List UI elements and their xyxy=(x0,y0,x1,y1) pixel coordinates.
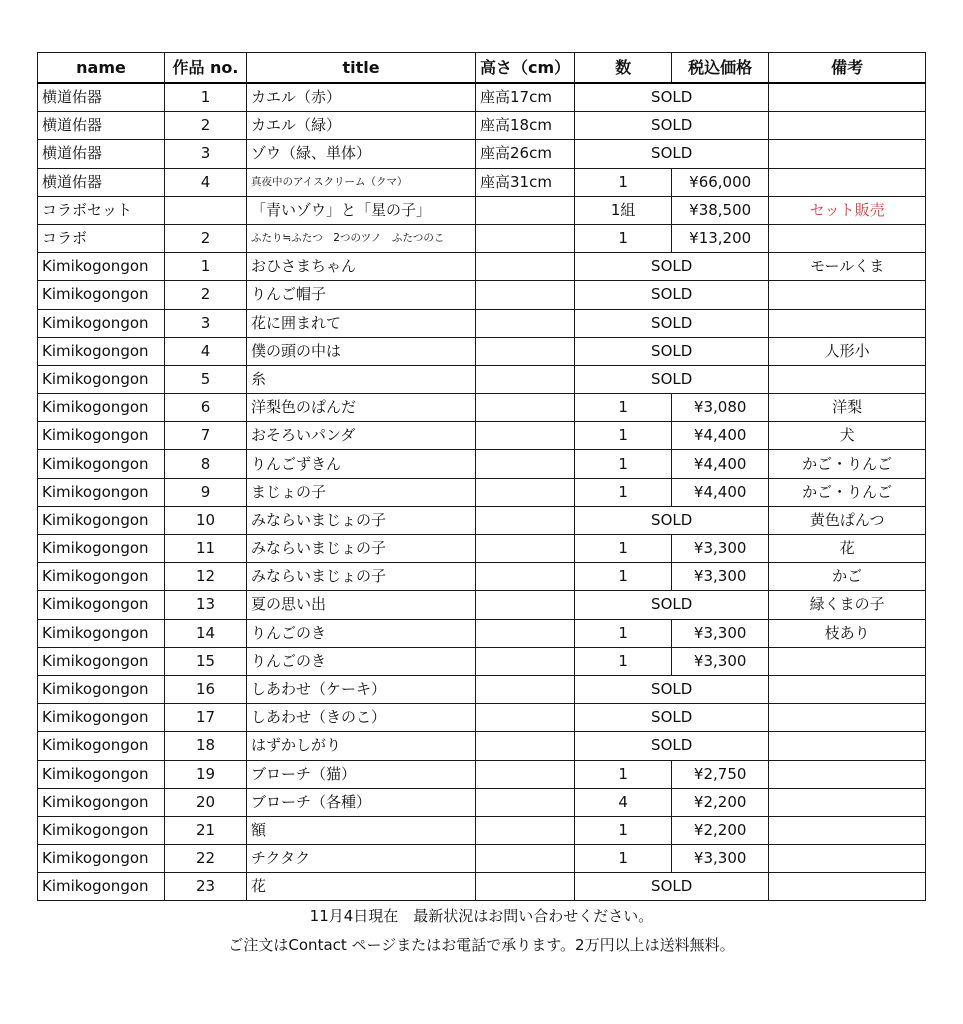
cell-artist-name: 横道佑器 xyxy=(38,112,165,140)
cell-notes: 犬 xyxy=(769,422,926,450)
cell-work-no: 3 xyxy=(165,309,247,337)
cell-title: 夏の思い出 xyxy=(247,591,476,619)
cell-notes: かご・りんご xyxy=(769,450,926,478)
footer-status-note: 11月4日現在 最新状況はお問い合わせください。 xyxy=(309,907,654,925)
cell-notes xyxy=(769,112,926,140)
cell-quantity: 1 xyxy=(575,563,672,591)
cell-title: おそろいパンダ xyxy=(247,422,476,450)
cell-title: みならいまじょの子 xyxy=(247,506,476,534)
cell-title: りんごずきん xyxy=(247,450,476,478)
price-list-table xyxy=(37,52,926,901)
cell-work-no: 3 xyxy=(165,140,247,168)
cell-quantity: 1 xyxy=(575,224,672,252)
footer-order-note: ご注文はContact ページまたはお電話で承ります。2万円以上は送料無料。 xyxy=(228,936,735,954)
cell-quantity: 1 xyxy=(575,478,672,506)
cell-price: ¥3,300 xyxy=(672,563,769,591)
cell-artist-name: Kimikogongon xyxy=(38,591,165,619)
cell-work-no: 9 xyxy=(165,478,247,506)
cell-quantity: 1 xyxy=(575,422,672,450)
header-work-no: 作品 no. xyxy=(165,53,247,84)
cell-notes xyxy=(769,675,926,703)
table-row xyxy=(38,535,926,563)
cell-height xyxy=(476,675,575,703)
table-row xyxy=(38,845,926,873)
cell-height xyxy=(476,816,575,844)
table-row xyxy=(38,196,926,224)
cell-work-no: 15 xyxy=(165,647,247,675)
cell-title: りんごのき xyxy=(247,619,476,647)
cell-quantity: 1 xyxy=(575,816,672,844)
cell-height: 座高18cm xyxy=(476,112,575,140)
table-row xyxy=(38,563,926,591)
cell-price: ¥3,300 xyxy=(672,647,769,675)
cell-price: ¥3,300 xyxy=(672,535,769,563)
cell-notes xyxy=(769,168,926,196)
cell-work-no: 11 xyxy=(165,535,247,563)
cell-height xyxy=(476,535,575,563)
cell-work-no: 23 xyxy=(165,873,247,901)
table-row xyxy=(38,83,926,112)
table-row xyxy=(38,704,926,732)
cell-quantity: 1組 xyxy=(575,196,672,224)
cell-quantity: 1 xyxy=(575,535,672,563)
cell-height xyxy=(476,450,575,478)
cell-artist-name: Kimikogongon xyxy=(38,845,165,873)
cell-work-no: 13 xyxy=(165,591,247,619)
cell-notes: セット販売 xyxy=(769,196,926,224)
cell-notes xyxy=(769,845,926,873)
cell-height xyxy=(476,760,575,788)
cell-title: ふたり≒ふたつ 2つのツノ ふたつのこ xyxy=(247,224,476,252)
cell-sold-status: SOLD xyxy=(575,83,769,112)
cell-sold-status: SOLD xyxy=(575,112,769,140)
cell-height xyxy=(476,422,575,450)
cell-price: ¥66,000 xyxy=(672,168,769,196)
cell-height: 座高17cm xyxy=(476,83,575,112)
cell-price: ¥3,300 xyxy=(672,845,769,873)
header-notes: 備考 xyxy=(769,53,926,84)
table-row xyxy=(38,112,926,140)
cell-height: 座高26cm xyxy=(476,140,575,168)
cell-work-no: 4 xyxy=(165,168,247,196)
cell-quantity: 1 xyxy=(575,450,672,478)
cell-title: 額 xyxy=(247,816,476,844)
cell-artist-name: Kimikogongon xyxy=(38,732,165,760)
cell-height xyxy=(476,337,575,365)
table-row xyxy=(38,281,926,309)
cell-work-no: 21 xyxy=(165,816,247,844)
cell-quantity: 1 xyxy=(575,394,672,422)
cell-work-no: 2 xyxy=(165,112,247,140)
table-row xyxy=(38,224,926,252)
table-row xyxy=(38,253,926,281)
cell-notes xyxy=(769,760,926,788)
cell-notes: かご xyxy=(769,563,926,591)
cell-work-no: 1 xyxy=(165,83,247,112)
cell-artist-name: Kimikogongon xyxy=(38,394,165,422)
cell-work-no xyxy=(165,196,247,224)
cell-notes xyxy=(769,873,926,901)
cell-notes xyxy=(769,704,926,732)
cell-price: ¥13,200 xyxy=(672,224,769,252)
cell-work-no: 2 xyxy=(165,281,247,309)
cell-work-no: 10 xyxy=(165,506,247,534)
cell-title: しあわせ（きのこ） xyxy=(247,704,476,732)
cell-work-no: 7 xyxy=(165,422,247,450)
cell-work-no: 4 xyxy=(165,337,247,365)
cell-work-no: 1 xyxy=(165,253,247,281)
cell-notes: かご・りんご xyxy=(769,478,926,506)
cell-price: ¥4,400 xyxy=(672,478,769,506)
cell-notes: 洋梨 xyxy=(769,394,926,422)
cell-work-no: 17 xyxy=(165,704,247,732)
cell-height xyxy=(476,788,575,816)
table-row xyxy=(38,394,926,422)
cell-notes xyxy=(769,224,926,252)
cell-title: しあわせ（ケーキ） xyxy=(247,675,476,703)
cell-artist-name: Kimikogongon xyxy=(38,337,165,365)
table-row xyxy=(38,478,926,506)
cell-notes xyxy=(769,365,926,393)
cell-notes xyxy=(769,309,926,337)
cell-height xyxy=(476,873,575,901)
cell-sold-status: SOLD xyxy=(575,704,769,732)
cell-work-no: 8 xyxy=(165,450,247,478)
table-row xyxy=(38,591,926,619)
cell-artist-name: Kimikogongon xyxy=(38,506,165,534)
cell-notes: 人形小 xyxy=(769,337,926,365)
cell-quantity: 4 xyxy=(575,788,672,816)
cell-artist-name: 横道佑器 xyxy=(38,140,165,168)
table-row xyxy=(38,506,926,534)
cell-title: おひさまちゃん xyxy=(247,253,476,281)
table-row xyxy=(38,140,926,168)
header-row xyxy=(38,53,926,84)
cell-quantity: 1 xyxy=(575,760,672,788)
cell-artist-name: コラボ xyxy=(38,224,165,252)
cell-artist-name: Kimikogongon xyxy=(38,873,165,901)
cell-title: はずかしがり xyxy=(247,732,476,760)
cell-height xyxy=(476,647,575,675)
cell-artist-name: Kimikogongon xyxy=(38,450,165,478)
cell-title: ブローチ（各種） xyxy=(247,788,476,816)
cell-title: 糸 xyxy=(247,365,476,393)
cell-title: みならいまじょの子 xyxy=(247,535,476,563)
header-quantity: 数 xyxy=(575,53,672,84)
cell-artist-name: Kimikogongon xyxy=(38,365,165,393)
cell-artist-name: Kimikogongon xyxy=(38,816,165,844)
cell-price: ¥3,300 xyxy=(672,619,769,647)
cell-sold-status: SOLD xyxy=(575,140,769,168)
cell-sold-status: SOLD xyxy=(575,281,769,309)
cell-notes: 緑くまの子 xyxy=(769,591,926,619)
table-row xyxy=(38,675,926,703)
cell-height xyxy=(476,845,575,873)
cell-sold-status: SOLD xyxy=(575,873,769,901)
cell-height xyxy=(476,309,575,337)
cell-height xyxy=(476,224,575,252)
cell-price: ¥2,200 xyxy=(672,816,769,844)
cell-work-no: 22 xyxy=(165,845,247,873)
cell-artist-name: Kimikogongon xyxy=(38,704,165,732)
cell-sold-status: SOLD xyxy=(575,675,769,703)
cell-notes xyxy=(769,816,926,844)
cell-work-no: 2 xyxy=(165,224,247,252)
table-row xyxy=(38,337,926,365)
table-row xyxy=(38,873,926,901)
cell-quantity: 1 xyxy=(575,647,672,675)
cell-quantity: 1 xyxy=(575,619,672,647)
cell-price: ¥4,400 xyxy=(672,422,769,450)
cell-notes xyxy=(769,83,926,112)
cell-notes: モールくま xyxy=(769,253,926,281)
cell-work-no: 12 xyxy=(165,563,247,591)
cell-work-no: 20 xyxy=(165,788,247,816)
cell-work-no: 5 xyxy=(165,365,247,393)
cell-title: 花に囲まれて xyxy=(247,309,476,337)
cell-notes: 花 xyxy=(769,535,926,563)
cell-work-no: 19 xyxy=(165,760,247,788)
cell-title: みならいまじょの子 xyxy=(247,563,476,591)
table-row xyxy=(38,422,926,450)
cell-price: ¥2,200 xyxy=(672,788,769,816)
cell-title: ゾウ（緑、単体） xyxy=(247,140,476,168)
cell-height xyxy=(476,591,575,619)
header-title: title xyxy=(247,53,476,84)
cell-price: ¥38,500 xyxy=(672,196,769,224)
cell-title: まじょの子 xyxy=(247,478,476,506)
cell-title: ブローチ（猫） xyxy=(247,760,476,788)
cell-height xyxy=(476,394,575,422)
cell-height xyxy=(476,506,575,534)
cell-height xyxy=(476,281,575,309)
cell-notes xyxy=(769,140,926,168)
cell-artist-name: Kimikogongon xyxy=(38,281,165,309)
cell-height xyxy=(476,196,575,224)
cell-price: ¥4,400 xyxy=(672,450,769,478)
cell-title: 洋梨色のぱんだ xyxy=(247,394,476,422)
cell-height: 座高31cm xyxy=(476,168,575,196)
cell-artist-name: Kimikogongon xyxy=(38,535,165,563)
cell-notes: 黄色ぱんつ xyxy=(769,506,926,534)
cell-sold-status: SOLD xyxy=(575,591,769,619)
cell-quantity: 1 xyxy=(575,168,672,196)
cell-artist-name: 横道佑器 xyxy=(38,168,165,196)
header-price: 税込価格 xyxy=(672,53,769,84)
cell-height xyxy=(476,563,575,591)
cell-artist-name: Kimikogongon xyxy=(38,647,165,675)
header-name: name xyxy=(38,53,165,84)
cell-sold-status: SOLD xyxy=(575,337,769,365)
cell-artist-name: Kimikogongon xyxy=(38,309,165,337)
cell-height xyxy=(476,619,575,647)
cell-notes xyxy=(769,281,926,309)
cell-artist-name: Kimikogongon xyxy=(38,760,165,788)
table-row xyxy=(38,168,926,196)
table-row xyxy=(38,788,926,816)
cell-height xyxy=(476,253,575,281)
cell-notes: 枝あり xyxy=(769,619,926,647)
table-row xyxy=(38,816,926,844)
cell-title: 真夜中のアイスクリーム（クマ） xyxy=(247,168,476,196)
cell-height xyxy=(476,732,575,760)
cell-height xyxy=(476,478,575,506)
cell-artist-name: Kimikogongon xyxy=(38,563,165,591)
cell-price: ¥3,080 xyxy=(672,394,769,422)
table-row xyxy=(38,365,926,393)
cell-artist-name: Kimikogongon xyxy=(38,675,165,703)
cell-sold-status: SOLD xyxy=(575,732,769,760)
cell-artist-name: Kimikogongon xyxy=(38,253,165,281)
table-body xyxy=(38,83,926,901)
cell-title: 僕の頭の中は xyxy=(247,337,476,365)
cell-title: 「青いゾウ」と「星の子」 xyxy=(247,196,476,224)
table-row xyxy=(38,732,926,760)
cell-notes xyxy=(769,788,926,816)
cell-sold-status: SOLD xyxy=(575,309,769,337)
table-row xyxy=(38,450,926,478)
cell-notes xyxy=(769,732,926,760)
cell-work-no: 14 xyxy=(165,619,247,647)
cell-artist-name: Kimikogongon xyxy=(38,422,165,450)
cell-work-no: 6 xyxy=(165,394,247,422)
cell-notes xyxy=(769,647,926,675)
cell-artist-name: 横道佑器 xyxy=(38,83,165,112)
cell-title: カエル（緑） xyxy=(247,112,476,140)
cell-artist-name: Kimikogongon xyxy=(38,478,165,506)
table-row xyxy=(38,647,926,675)
cell-quantity: 1 xyxy=(575,845,672,873)
cell-artist-name: Kimikogongon xyxy=(38,619,165,647)
cell-title: りんごのき xyxy=(247,647,476,675)
table-row xyxy=(38,309,926,337)
cell-title: カエル（赤） xyxy=(247,83,476,112)
cell-work-no: 18 xyxy=(165,732,247,760)
header-height: 高さ（cm） xyxy=(476,53,575,84)
cell-price: ¥2,750 xyxy=(672,760,769,788)
cell-work-no: 16 xyxy=(165,675,247,703)
cell-title: 花 xyxy=(247,873,476,901)
cell-sold-status: SOLD xyxy=(575,506,769,534)
cell-height xyxy=(476,365,575,393)
cell-artist-name: Kimikogongon xyxy=(38,788,165,816)
cell-title: チクタク xyxy=(247,845,476,873)
cell-height xyxy=(476,704,575,732)
table-row xyxy=(38,619,926,647)
cell-title: りんご帽子 xyxy=(247,281,476,309)
cell-sold-status: SOLD xyxy=(575,253,769,281)
cell-artist-name: コラボセット xyxy=(38,196,165,224)
table-row xyxy=(38,760,926,788)
cell-sold-status: SOLD xyxy=(575,365,769,393)
